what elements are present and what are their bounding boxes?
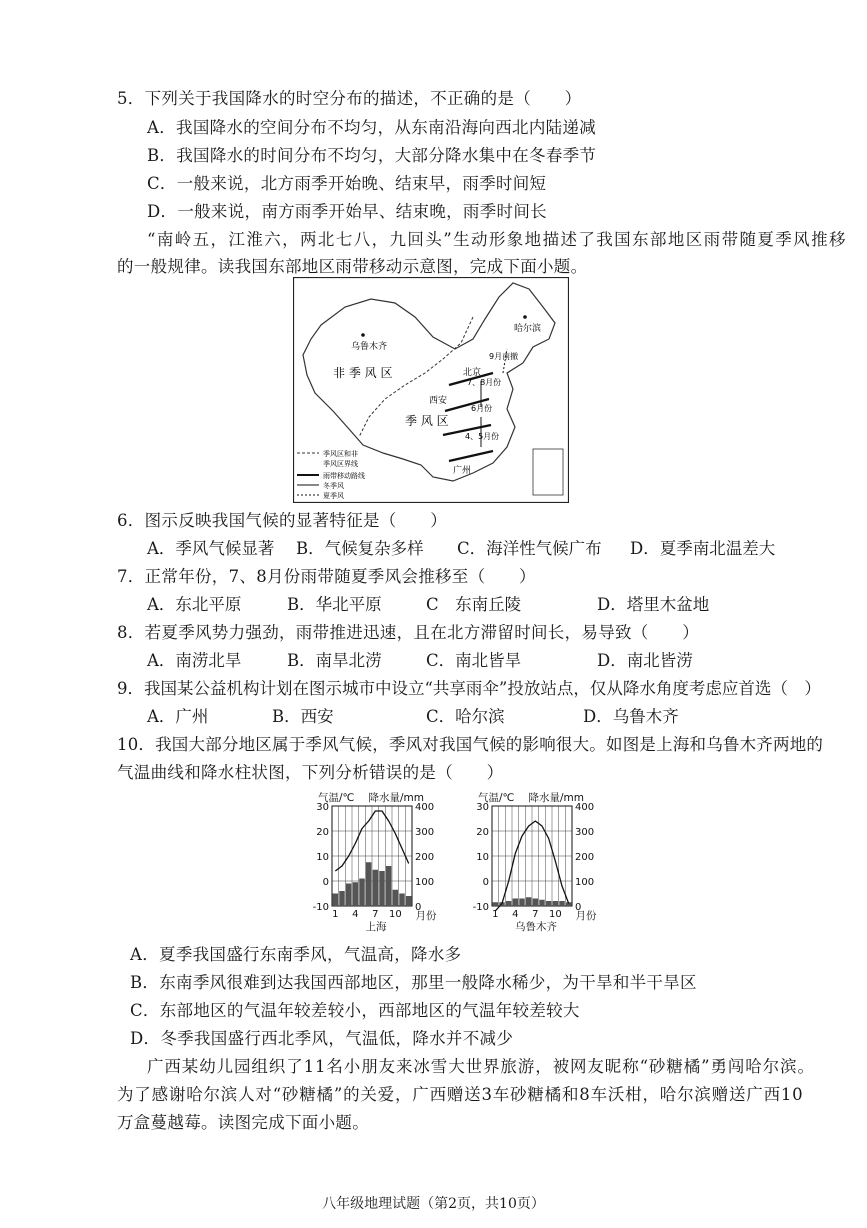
chart-bar-precip [359,879,364,907]
q5-stem: 5．下列关于我国降水的时空分布的描述，不正确的是（ ） [117,89,582,108]
chart-ytick-temp: 30 [316,802,329,813]
chart-bar-precip [386,866,391,906]
chart-bar-precip [539,900,544,906]
intro2-line3: 万盒蔓越莓。读图完成下面小题。 [117,1113,369,1132]
q5-option-c: C．一般来说，北方雨季开始晚、结束早，雨季时间短 [147,174,547,193]
chart-bar-precip [519,899,524,907]
chart-ytick-precip: 200 [575,852,595,863]
map-region-non-monsoon: 非 季 风 区 [333,366,393,380]
chart-ytick-precip: 0 [575,902,582,913]
chart-title: 乌鲁木齐 [515,921,557,933]
intro2-line1: 广西某幼儿园组织了11名小朋友来冰雪大世界旅游，被网友昵称“砂糖橘”勇闯哈尔滨。 [147,1057,815,1076]
q6-option-d: D．夏季南北温差大 [630,539,776,558]
q6-option-c: C．海洋性气候广布 [457,539,602,558]
q10-option-c: C．东部地区的气温年较差较小，西部地区的气温年较差较大 [130,1001,580,1020]
map-label-jun: 6月份 [471,404,493,413]
chart-xtick: 1 [332,909,339,920]
chart-ytick-precip: 300 [415,827,435,838]
chart-ytick-precip: 100 [575,877,595,888]
chart-bar-precip [373,870,378,906]
chart-bar-precip [513,899,518,907]
q8-option-c: C．南北皆旱 [426,651,522,670]
q8-stem: 8．若夏季风势力强劲，雨带推进迅速，且在北方滞留时间长，易导致（ ） [117,623,699,642]
q9-option-d: D．乌鲁木齐 [583,707,679,726]
legend-boundary-2: 季风区界线 [323,460,358,468]
chart-bar-precip [533,899,538,907]
q8-option-b: B．南旱北涝 [287,651,382,670]
chart-xtick: 7 [372,909,379,920]
legend-boundary-1: 季风区和非 [323,450,358,458]
q6-option-a: A．季风气候显著 [147,539,275,558]
chart-ytick-temp: 0 [322,877,329,888]
chart-ytick-precip: 200 [415,852,435,863]
q7-option-c: C 东南丘陵 [426,595,522,614]
chart-xtick: 10 [548,909,562,920]
chart-ytick-temp: -10 [312,902,329,913]
q5-option-b: B．我国降水的时间分布不均匀，大部分降水集中在冬春季节 [147,146,597,165]
map-label-sep: 9月南撤 [489,352,519,361]
rainbelt-map [293,277,569,503]
page-footer: 八年级地理试题（第2页，共10页） [322,1196,545,1212]
chart-ytick-precip: 300 [575,827,595,838]
q7-option-a: A．东北平原 [147,595,242,614]
chart-ytick-temp: -10 [472,902,489,913]
chart-ytick-precip: 400 [575,802,595,813]
chart-bar-precip [333,894,338,907]
map-city-harbin: 哈尔滨 [514,324,542,334]
map-city-urumqi: 乌鲁木齐 [351,342,388,352]
chart-bar-precip [379,871,384,906]
chart-xtick: 7 [532,909,539,920]
q9-option-a: A．广州 [147,707,209,726]
chart-title: 上海 [365,921,387,933]
chart-xlabel: 月份 [415,910,437,922]
chart-bar-precip [366,862,371,906]
q10-line1: 10．我国大部分地区属于季风气候，季风对我国气候的影响很大。如图是上海和乌鲁木齐两地的 [117,735,824,754]
q5-option-d: D．一般来说，南方雨季开始早、结束晚，雨季时间长 [147,202,547,221]
chart-bar-precip [353,882,358,906]
q10-option-a: A．夏季我国盛行东南季风，气温高，降水多 [130,945,462,964]
q7-option-b: B．华北平原 [287,595,382,614]
chart-ylabel-precip: 降水量/mm [368,792,424,804]
map-label-julaug: 7、8月份 [467,378,502,387]
chart-xtick: 10 [388,909,402,920]
chart-bar-precip [506,901,511,906]
q7-option-d: D．塔里木盆地 [597,595,710,614]
q10-option-b: B．东南季风很难到达我国西部地区，那里一般降水稀少，为干旱和半干旱区 [130,973,697,992]
climate-charts [300,788,620,936]
chart-bar-precip [339,891,344,906]
chart-ylabel-precip: 降水量/mm [528,792,584,804]
chart-xtick: 1 [492,909,499,920]
q8-option-d: D．南北皆涝 [597,651,693,670]
chart-xtick: 4 [512,909,519,920]
chart-ylabel-temp: 气温/℃ [318,792,355,804]
chart-ytick-temp: 10 [316,852,329,863]
q6-stem: 6．图示反映我国气候的显著特征是（ ） [117,511,447,530]
chart-ytick-temp: 20 [316,827,329,838]
chart-ytick-temp: 0 [482,877,489,888]
legend-rainbelt: 雨带移动路线 [323,472,365,480]
intro1-line2: 的一般规律。读我国东部地区雨带移动示意图，完成下面小题。 [117,257,588,276]
legend-summer-monsoon: 夏季风 [323,492,344,500]
q9-stem: 9．我国某公益机构计划在图示城市中设立“共享雨伞”投放站点，仅从降水角度考虑应首选（ ） [117,679,821,698]
chart-bar-precip [393,890,398,906]
q8-option-a: A．南涝北旱 [147,651,242,670]
chart-ytick-temp: 20 [476,827,489,838]
q5-option-a: A．我国降水的空间分布不均匀，从东南沿海向西北内陆递减 [147,118,597,137]
intro2-line2: 为了感谢哈尔滨人对“砂糖橘”的关爱，广西赠送3车砂糖橘和8车沃柑，哈尔滨赠送广西10 [117,1085,804,1104]
intro1-line1: “南岭五，江淮六，两北七八，九回头”生动形象地描述了我国东部地区雨带随夏季风推移 [147,230,847,249]
q9-option-c: C．哈尔滨 [426,707,505,726]
chart-ylabel-temp: 气温/℃ [478,792,515,804]
chart-xlabel: 月份 [575,910,597,922]
chart-bar-precip [493,902,498,906]
q7-stem: 7．正常年份，7、8月份雨带随夏季风会推移至（ ） [117,567,536,586]
chart-bar-precip [546,901,551,906]
chart-bar-precip [526,897,531,906]
map-region-monsoon: 季 风 区 [405,414,449,428]
chart-bar-precip [399,894,404,907]
chart-xtick: 4 [352,909,359,920]
q6-option-b: B．气候复杂多样 [296,539,424,558]
q9-option-b: B．西安 [272,707,334,726]
chart-ytick-precip: 400 [415,802,435,813]
q10-option-d: D．冬季我国盛行西北季风，气温低，降水并不减少 [130,1029,514,1048]
map-city-guangzhou: 广州 [453,466,472,476]
chart-ytick-precip: 100 [415,877,435,888]
map-city-xian: 西安 [429,396,448,406]
urumqi-dot [361,333,365,337]
chart-bar-precip [559,901,564,906]
legend-winter-monsoon: 冬季风 [323,482,344,490]
map-label-aprmay: 4、5月份 [465,432,500,441]
chart-bar-precip [406,896,411,906]
chart-ytick-temp: 30 [476,802,489,813]
harbin-dot [523,315,527,319]
q10-line2: 气温曲线和降水柱状图，下列分析错误的是（ ） [117,763,504,782]
chart-ytick-precip: 0 [415,902,422,913]
map-city-beijing: 北京 [463,368,482,378]
chart-bar-precip [346,884,351,907]
chart-bar-precip [553,901,558,906]
chart-ytick-temp: 10 [476,852,489,863]
